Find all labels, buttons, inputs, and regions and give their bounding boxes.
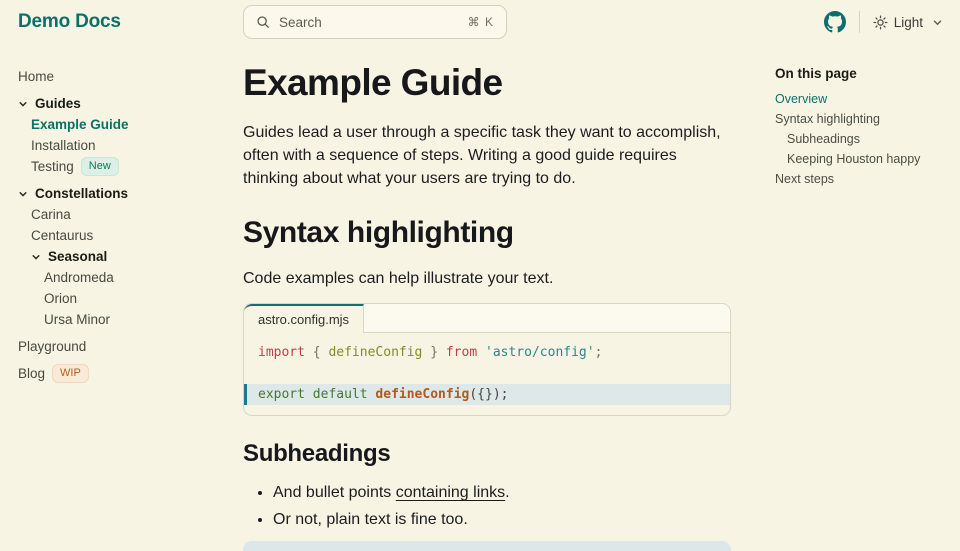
section-heading-subheadings: Subheadings [243, 440, 391, 467]
page-title: Example Guide [243, 62, 503, 103]
main-content [243, 44, 731, 540]
sidebar-item-label: Playground [18, 339, 87, 354]
sidebar-item-orion[interactable] [0, 288, 243, 309]
theme-select[interactable] [873, 15, 943, 30]
sidebar-item-label: Seasonal [48, 249, 108, 264]
search-icon [256, 15, 270, 29]
sidebar-item-label: Centaurus [31, 228, 94, 243]
sun-icon [873, 15, 888, 30]
status-badge-wip: WIP [52, 364, 89, 383]
header-actions [824, 11, 960, 33]
code-line [244, 363, 730, 384]
sidebar-item-andromeda[interactable] [0, 267, 243, 288]
sidebar-item-carina[interactable] [0, 204, 243, 225]
sidebar-item-label: Carina [31, 207, 71, 222]
search-placeholder: Search [279, 14, 322, 30]
toc-item-keeping-houston-happy[interactable]: Keeping Houston happy [787, 152, 921, 166]
code-line: import { defineConfig } from 'astro/config'; [258, 345, 603, 360]
sidebar-item-guides[interactable] [0, 93, 243, 114]
bullet-text: And bullet points [273, 484, 396, 501]
chevron-down-icon [932, 17, 943, 28]
sidebar-item-label: Ursa Minor [44, 312, 111, 327]
toc-title: On this page [775, 66, 857, 81]
toc-item-overview[interactable]: Overview [775, 92, 828, 106]
chevron-down-icon [18, 99, 28, 109]
intro-paragraph: Guides lead a user through a specific task they want to accomplish, often with a sequence of steps. Writing a good guide requires thinking about what your users are trying to do. [243, 124, 721, 187]
sidebar-item-label: Constellations [35, 186, 129, 201]
sidebar-item-label: Example Guide [31, 117, 129, 132]
sidebar-item-label: Orion [44, 291, 78, 306]
sidebar-item-centaurus[interactable] [0, 225, 243, 246]
github-icon[interactable] [824, 11, 846, 33]
aside-box-partial [243, 541, 731, 551]
code-tab-filename[interactable] [244, 304, 364, 333]
status-badge-new: New [81, 157, 119, 176]
search-input[interactable] [243, 5, 507, 39]
list-item: • Or not, plain text is fine too. [273, 510, 731, 529]
sidebar-item-label: Installation [31, 138, 96, 153]
sidebar-item-label: Guides [35, 96, 81, 111]
sidebar-item-seasonal[interactable] [0, 246, 243, 267]
site-logo[interactable]: Demo Docs [18, 11, 121, 32]
toc-list [775, 89, 960, 189]
theme-label: Light [893, 14, 923, 30]
search-shortcut: ⌘ K [467, 15, 494, 29]
chevron-down-icon [31, 252, 41, 262]
sidebar-item-blog[interactable] [0, 363, 243, 384]
chevron-down-icon [18, 189, 28, 199]
list-item [273, 483, 731, 502]
sidebar-item-label: Testing [31, 159, 74, 174]
toc-item-subheadings[interactable]: Subheadings [787, 132, 860, 146]
bullet-list [243, 483, 731, 529]
sidebar-item-label: Blog [18, 366, 46, 381]
code-tabbar-rest [364, 304, 730, 333]
table-of-contents [731, 44, 960, 540]
sidebar-item-installation[interactable] [0, 135, 243, 156]
sidebar-item-home[interactable] [0, 66, 243, 87]
code-tabs [244, 304, 730, 333]
logo-container [0, 11, 243, 33]
syntax-paragraph: Code examples can help illustrate your text. [243, 270, 554, 287]
header-divider [859, 11, 860, 33]
bullet-text: . [505, 484, 510, 501]
sidebar-item-label: Home [18, 69, 55, 84]
sidebar-item-playground[interactable] [0, 336, 243, 357]
sidebar-item-label: Andromeda [44, 270, 114, 285]
sidebar-item-testing[interactable] [0, 156, 243, 177]
toc-item-syntax-highlighting[interactable]: Syntax highlighting [775, 112, 880, 126]
code-block [243, 303, 731, 416]
code-line-highlighted: export default defineConfig({}); [244, 384, 730, 405]
sidebar-item-constellations[interactable] [0, 183, 243, 204]
containing-links-link[interactable]: containing links [395, 484, 506, 501]
sidebar-item-example-guide[interactable] [0, 114, 243, 135]
section-heading-syntax-highlighting: Syntax highlighting [243, 216, 514, 249]
site-header [0, 0, 960, 44]
sidebar-nav [0, 44, 243, 540]
page-layout [0, 44, 960, 540]
code-filename: astro.config.mjs [258, 312, 350, 327]
sidebar-item-ursa-minor[interactable] [0, 309, 243, 330]
code-content[interactable] [244, 333, 730, 415]
toc-item-next-steps[interactable]: Next steps [775, 172, 835, 186]
